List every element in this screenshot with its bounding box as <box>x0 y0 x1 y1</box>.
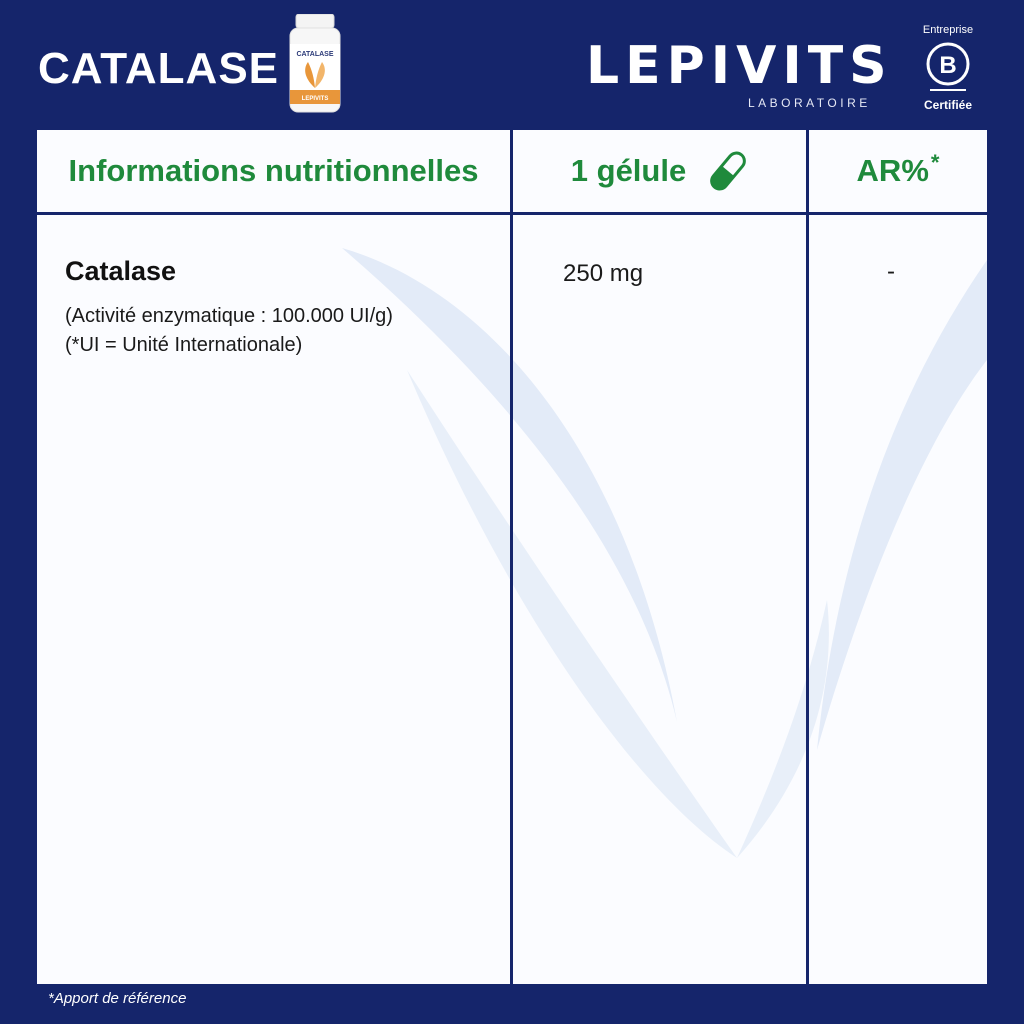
capsule-icon <box>708 148 748 194</box>
nutrient-ar-value: - <box>887 258 895 285</box>
product-title: CATALASE <box>38 44 280 93</box>
footnote: *Apport de référence <box>48 990 187 1007</box>
nutrition-table <box>37 130 987 984</box>
product-bottle-image <box>286 14 344 114</box>
bcorp-certification-icon <box>924 40 972 94</box>
header-ar-percent: AR% * <box>856 150 940 188</box>
header-divider <box>37 212 987 215</box>
nutrient-description: (Activité enzymatique : 100.000 UI/g) (*UI = Unité Internationale) <box>65 305 393 356</box>
header-per-capsule: 1 gélule <box>513 130 806 212</box>
svg-text:B: B <box>939 52 957 79</box>
nutrient-amount: 250 mg <box>563 260 644 287</box>
header <box>0 0 1024 128</box>
svg-text:CATALASE: CATALASE <box>296 51 334 58</box>
brand-logo: LEPIVITS <box>586 36 893 96</box>
brand-subtitle: LABORATOIRE <box>748 96 871 110</box>
column-divider <box>806 130 809 984</box>
bcorp-label-bottom: Certifiée <box>923 98 973 112</box>
column-divider <box>510 130 513 984</box>
header-nutrition-info: Informations nutritionnelles <box>68 153 479 188</box>
nutrient-name: Catalase <box>65 256 177 286</box>
bcorp-label-top: Entreprise <box>922 24 974 36</box>
svg-text:LEPIVITS: LEPIVITS <box>301 96 329 102</box>
